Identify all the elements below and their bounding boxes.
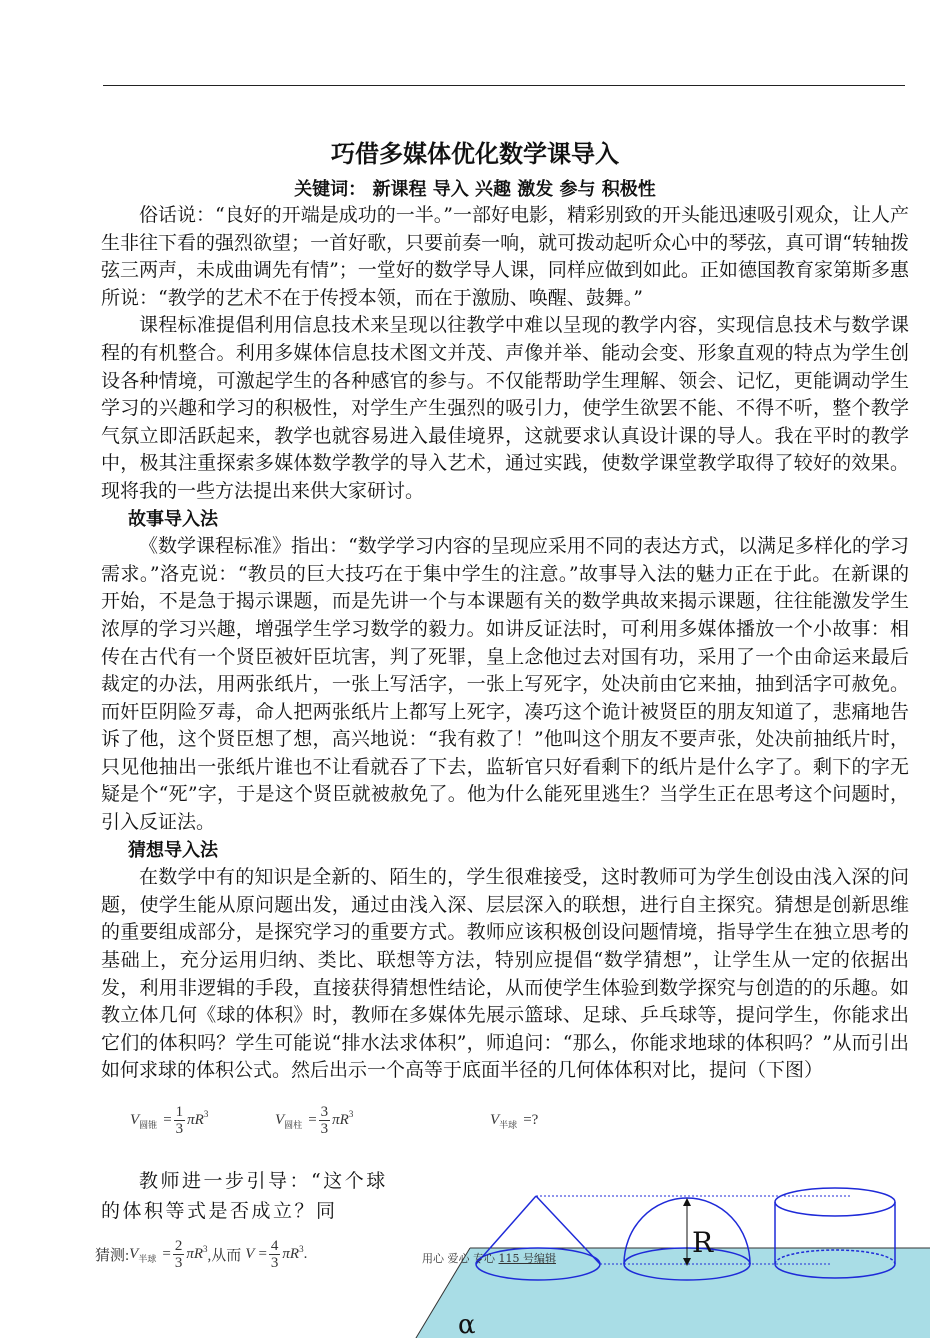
fraction: $\frac{1}{3}$ bbox=[175, 1103, 184, 1137]
paragraph: 在数学中有的知识是全新的、陌生的，学生很难接受，这时教师可为学生创设由浅入深的问题，使学生能从原问题出发，通过由浅入深、层层深入的联想，进行自主探究。猜想是创新思维的重要组成部分，是探究学习的重要方式。教师应该积极创设问题情境，指导学生在独立思考的基础上，充分运用归纳、类比、联想等方法，特别应提倡“数学猜想”，让学生从一定的依据出发，利用非逻辑的手段，直接获得猜想性结论，从而使学生体验到数学探究与创造的的乐趣。如教立体几何《球的体积》时，教师在多媒体先展示篮球、足球、乒乓球等，提问学生，你能求出它们的体积吗？学生可能说“排水法求体积”，师追问：“那么，你能求地球的体积吗？”从而引出如何求球的体积公式。然后出示一个高等于底面半径的几何体体积对比，提问（下图） bbox=[101, 866, 909, 1082]
plane-label: α bbox=[458, 1310, 476, 1338]
formula-cylinder: V 圆柱 = $\frac{3}{3}$ πR 3 bbox=[275, 1103, 354, 1137]
cylinder-top bbox=[775, 1188, 895, 1216]
section-heading-story: 故事导入法 bbox=[128, 508, 218, 530]
fraction: $\frac{3}{3}$ bbox=[320, 1103, 329, 1137]
keywords-line: 关键词： 新课程 导入 兴趣 激发 参与 积极性 bbox=[294, 179, 656, 200]
paragraph: 俗话说：“良好的开端是成功的一半。”一部好电影，精彩别致的开头能迅速吸引观众，让人产生非往下看的强烈欲望；一首好歌，只要前奏一响，就可拨动起听众心中的琴弦，真可谓“转轴拨弦三两声，未成曲调先有情”；一堂好的数学导人课，同样应做到如此。正如德国教育家第斯多惠所说：“教学的艺术不在于传授本领，而在于激励、唤醒、鼓舞。” bbox=[101, 204, 909, 309]
fraction: $\frac{2}{3}$ bbox=[174, 1238, 183, 1271]
section-heading-guess: 猜想导入法 bbox=[128, 839, 218, 861]
paragraph: 课程标准提倡利用信息技术来呈现以往教学中难以呈现的教学内容，实现信息技术与数学课程的有机整合。利用多媒体信息技术图文并茂、声像并举、能动会变、形象直观的特点为学生创设各种情境，可激起学生的各种感官的参与。不仅能帮助学生理解、领会、记忆，更能调动学生学习的兴趣和学习的积极性，对学生产生强烈的吸引力，使学生欲罢不能、不得不听，整个教学气氛立即活跃起来，教学也就容易进入最佳境界，这就要求认真设计课的导人。我在平时的教学中，极其注重探索多媒体数学教学的导入艺术，通过实践，使数学课堂教学取得了较好的效果。现将我的一些方法提出来供大家研讨。 bbox=[101, 314, 909, 502]
header-rule bbox=[103, 85, 905, 86]
guess-formula: 猜测: V 半球 = $\frac{2}{3}$ πR 3 ,从而 V = $\frac{4}{3}$ πR 3 . bbox=[95, 1238, 308, 1271]
volume-formulas bbox=[130, 1098, 750, 1146]
fraction: $\frac{4}{3}$ bbox=[270, 1238, 279, 1271]
page-title: 巧借多媒体优化数学课导入 bbox=[331, 140, 619, 168]
radius-arrow bbox=[683, 1198, 691, 1206]
guide-paragraph: 教师进一步引导：“这个球的体积等式是否成立？同 bbox=[101, 1170, 388, 1222]
formula-hemisphere: V 半球 =? bbox=[490, 1111, 539, 1130]
formula-cone: V 圆锥 = $\frac{1}{3}$ πR 3 bbox=[130, 1103, 209, 1137]
paragraph: 《数学课程标准》指出：“数学学习内容的呈现应采用不同的表达方式，以满足多样化的学习需求。”洛克说：“教员的巨大技巧在于集中学生的注意。”故事导入法的魅力正在于此。在新课的开始，不是急于揭示课题，而是先讲一个与本课题有关的数学典故来揭示课题，往往能激发学生浓厚的学习兴趣，增强学生学习数学的毅力。如讲反证法时，可利用多媒体播放一个小故事：相传在古代有一个贤臣被奸臣坑害，判了死罪，皇上念他过去对国有功，采用了一个由命运来最后裁定的办法，用两张纸片，一张上写活字，一张上写死字，处决前由它来抽，抽到活字可赦免。而奸臣阴险歹毒，命人把两张纸片上都写上死字，凑巧这个诡计被贤臣的朋友知道了，悲痛地告诉了他，这个贤臣想了想，高兴地说：“我有救了！”他叫这个朋友不要声张，处决前抽纸片时，只见他抽出一张纸片谁也不让看就吞了下去，监斩官只好看剩下的纸片是什么字了。剩下的字无疑是个“死”字，于是这个贤臣就被赦免了。他为什么能死里逃生？当学生正在思考这个问题时，引入反证法。 bbox=[101, 535, 909, 834]
article-body bbox=[101, 202, 909, 1085]
page-footer: 用心 爱心 专心 115 号编辑 bbox=[422, 1252, 556, 1265]
radius-label: R bbox=[692, 1226, 714, 1259]
